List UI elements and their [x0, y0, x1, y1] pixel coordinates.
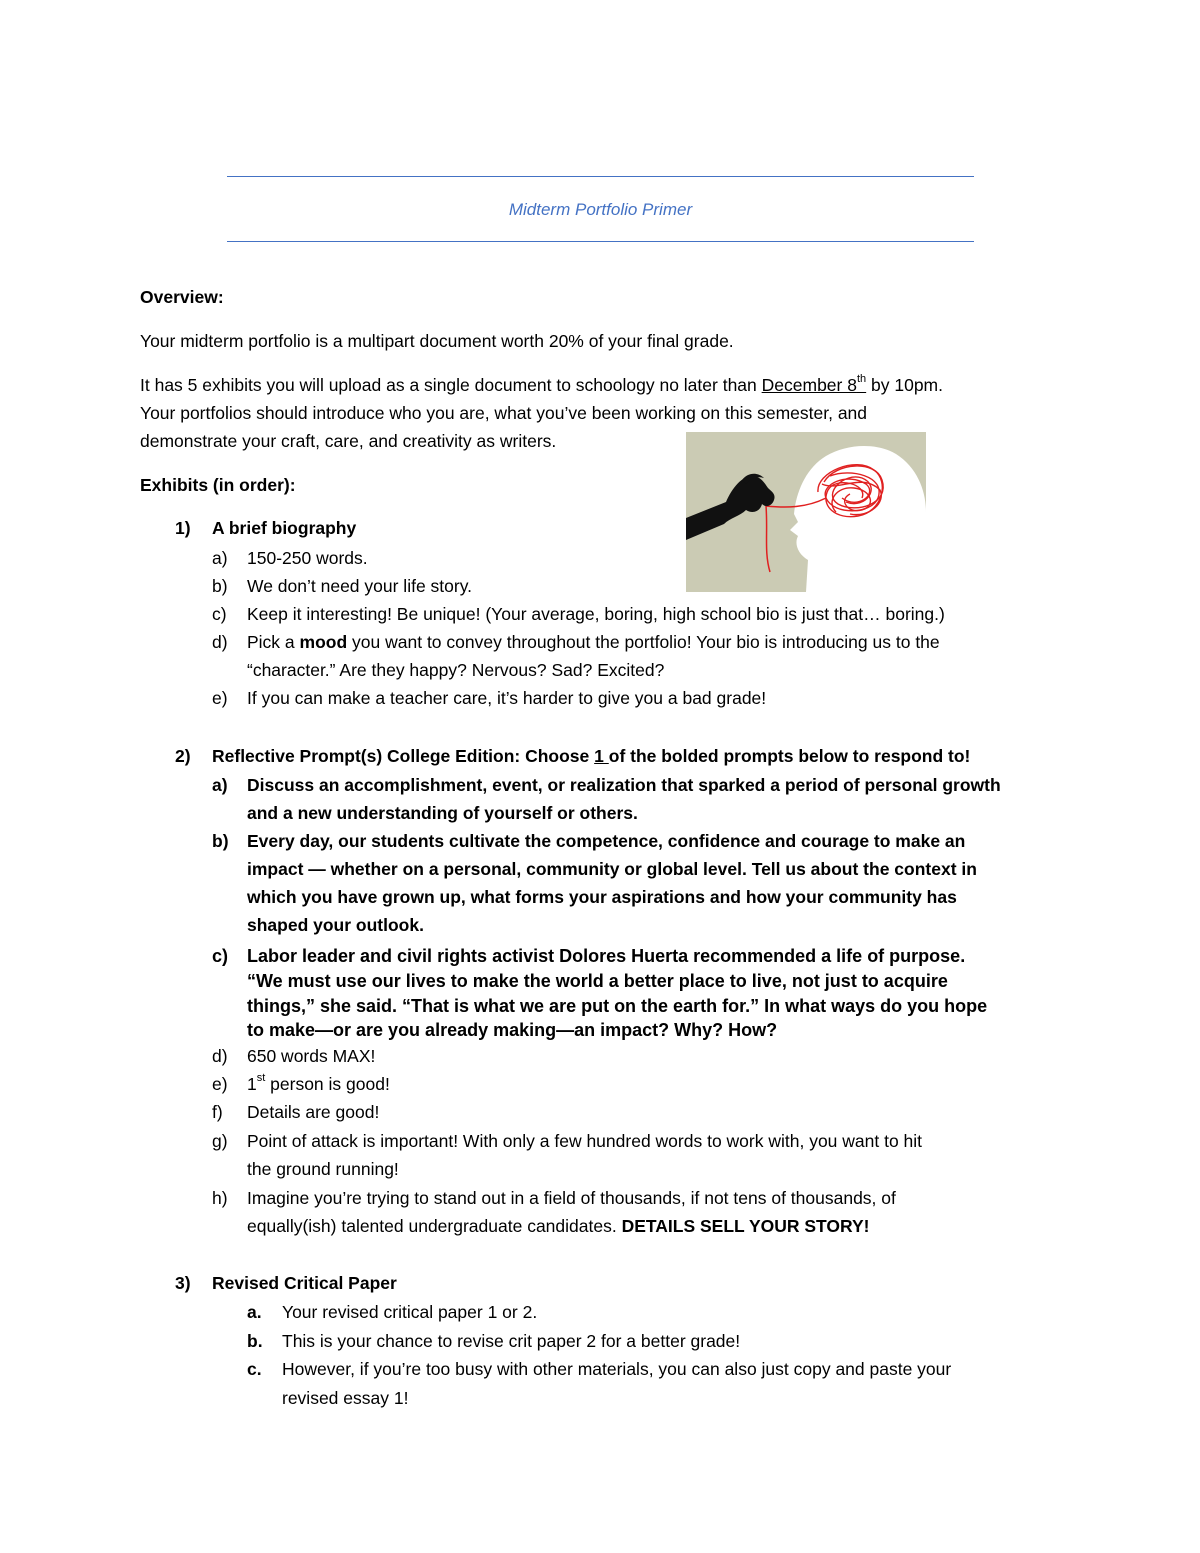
prompt-c-line-2: “We must use our lives to make the world a better place to live, not just to acquire: [247, 971, 948, 991]
hand-pulling-thread-from-head-icon: [686, 432, 926, 592]
prompt-c-line-4: to make—or are you already making—an impact? Why? How?: [247, 1020, 778, 1040]
list-item: 1st person is good!: [247, 1072, 390, 1094]
document-title: Midterm Portfolio Primer: [508, 200, 693, 219]
prompt-c-line-3: things,” she said. “That is what we are put on the earth for.” In what ways do you hope: [247, 996, 988, 1016]
details-emphasis: DETAILS SELL YOUR STORY!: [621, 1216, 870, 1236]
exhibit-1-title: A brief biography: [212, 518, 357, 538]
overview-heading: Overview:: [140, 287, 224, 307]
overview-paragraph-2: [140, 371, 943, 399]
list-label: c.: [247, 1359, 262, 1379]
due-date: December 8th: [761, 373, 867, 395]
exhibit-3-number: 3): [175, 1273, 191, 1293]
list-item: If you can make a teacher care, it’s harder to give you a bad grade!: [247, 688, 767, 708]
head-thread-illustration: [686, 432, 926, 592]
list-label: a): [212, 775, 228, 795]
list-item: This is your chance to revise crit paper 2 for a better grade!: [282, 1331, 741, 1351]
exhibit-2-number: 2): [175, 746, 191, 766]
overview-paragraph-1: Your midterm portfolio is a multipart document worth 20% of your final grade.: [140, 331, 734, 351]
prompt-c-line-1: Labor leader and civil rights activist Dolores Huerta recommended a life of purpose.: [247, 946, 966, 966]
overview-paragraph-4: demonstrate your craft, care, and creativity as writers.: [140, 431, 557, 451]
list-item-continued: “character.” Are they happy? Nervous? Sad? Excited?: [247, 660, 665, 680]
list-item-continued: equally(ish) talented undergraduate candidates. DETAILS SELL YOUR STORY!: [247, 1216, 870, 1236]
header-rule-bottom: [227, 241, 974, 242]
list-label: c): [212, 604, 227, 624]
list-item: 650 words MAX!: [247, 1046, 376, 1066]
list-label: c): [212, 946, 229, 966]
list-label: a.: [247, 1302, 262, 1322]
list-label: b.: [247, 1331, 263, 1351]
list-label: b): [212, 831, 229, 851]
list-item: 150-250 words.: [247, 548, 368, 568]
list-label: h): [212, 1188, 228, 1208]
prompt-b-line-1: Every day, our students cultivate the competence, confidence and courage to make an: [247, 831, 966, 851]
prompt-b-line-4: shaped your outlook.: [247, 915, 424, 935]
prompt-b-line-2: impact — whether on a personal, community or global level. Tell us about the context in: [247, 859, 977, 879]
list-item: Imagine you’re trying to stand out in a field of thousands, if not tens of thousands, of: [247, 1188, 896, 1208]
overview-paragraph-3: Your portfolios should introduce who you are, what you’ve been working on this semester, and: [140, 403, 868, 423]
list-item-continued: revised essay 1!: [282, 1388, 409, 1408]
prompt-a-line-1: Discuss an accomplishment, event, or realization that sparked a period of personal growth: [247, 775, 1001, 795]
list-item: Pick a mood you want to convey throughout the portfolio! Your bio is introducing us to the: [247, 632, 940, 652]
list-item: Your revised critical paper 1 or 2.: [282, 1302, 538, 1322]
list-item: However, if you’re too busy with other materials, you can also just copy and paste your: [282, 1359, 952, 1379]
exhibit-3-title: Revised Critical Paper: [212, 1273, 397, 1293]
mood-emphasis: mood: [299, 632, 348, 652]
list-item: Keep it interesting! Be unique! (Your average, boring, high school bio is just that… boring.): [247, 604, 945, 624]
exhibit-1-number: 1): [175, 518, 191, 538]
list-label: d): [212, 632, 228, 652]
list-label: b): [212, 576, 228, 596]
list-label: e): [212, 688, 228, 708]
list-item-continued: the ground running!: [247, 1159, 399, 1179]
list-label: e): [212, 1074, 228, 1094]
prompt-a-line-2: and a new understanding of yourself or others.: [247, 803, 638, 823]
list-item: We don’t need your life story.: [247, 576, 473, 596]
list-item: Point of attack is important! With only a few hundred words to work with, you want to hit: [247, 1131, 923, 1151]
list-label: f): [212, 1102, 223, 1122]
exhibit-2-title: Reflective Prompt(s) College Edition: Choose 1 of the bolded prompts below to respond to!: [212, 746, 971, 766]
overview-p2-end: by 10pm.: [866, 375, 944, 395]
prompt-b-line-3: which you have grown up, what forms your aspirations and how your community has: [247, 887, 957, 907]
overview-p2-start: It has 5 exhibits you will upload as a single document to schoology no later than: [140, 375, 762, 395]
exhibits-heading: Exhibits (in order):: [140, 475, 296, 495]
list-label: g): [212, 1131, 228, 1151]
header-rule-top: [227, 176, 974, 177]
list-label: a): [212, 548, 228, 568]
list-item: Details are good!: [247, 1102, 380, 1122]
list-label: d): [212, 1046, 228, 1066]
